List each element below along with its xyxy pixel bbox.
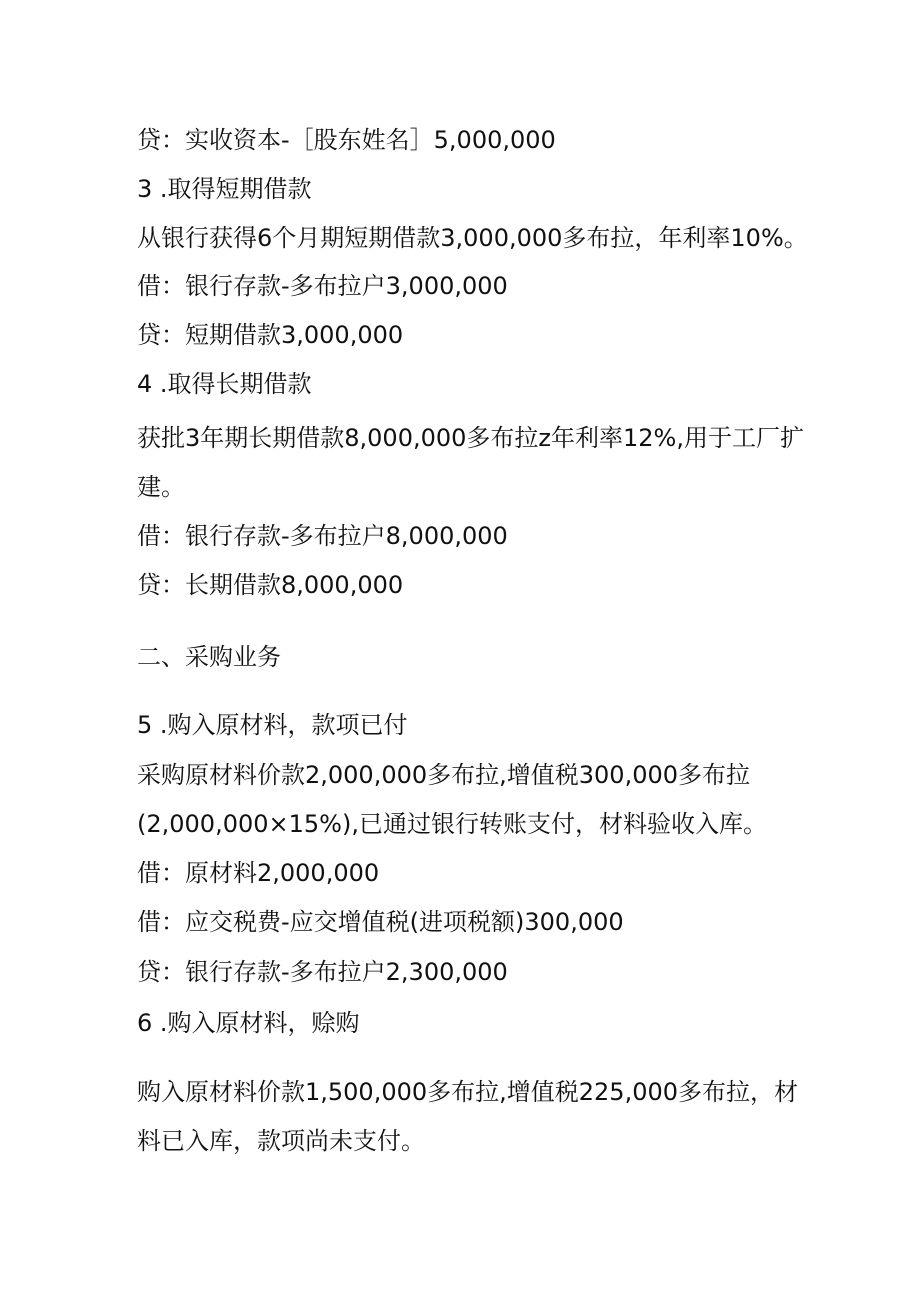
text-line: 获批3年期长期借款8,000,000多布拉z年利率12%,用于工厂扩 [137,424,804,452]
section-heading: 6 .购入原材料，赊购 [137,1009,360,1037]
text-line: 建。 [137,473,185,501]
section-heading: 5 .购入原材料，款项已付 [137,711,408,739]
text-line: (2,000,000×15%),已通过银行转账支付，材料验收入库。 [137,810,767,838]
text-line: 采购原材料价款2,000,000多布拉,增值税300,000多布拉 [137,761,751,789]
text-line: 借：应交税费-应交增值税(进项税额)300,000 [137,908,624,936]
text-line: 贷：实收资本-［股东姓名］5,000,000 [137,126,556,154]
text-line: 贷：长期借款8,000,000 [137,571,404,599]
text-line: 借：原材料2,000,000 [137,859,380,887]
text-line: 购入原材料价款1,500,000多布拉,增值税225,000多布拉，材 [137,1078,799,1106]
text-line: 贷：短期借款3,000,000 [137,321,404,349]
text-line: 贷：银行存款-多布拉户2,300,000 [137,958,508,986]
section-heading: 3 .取得短期借款 [137,175,312,203]
section-heading: 4 .取得长期借款 [137,370,312,398]
section-title: 二、采购业务 [137,643,281,671]
text-line: 借：银行存款-多布拉户8,000,000 [137,522,508,550]
text-line: 从银行获得6个月期短期借款3,000,000多布拉，年利率10%。 [137,224,808,252]
text-line: 料已入库，款项尚未支付。 [137,1127,425,1155]
text-line: 借：银行存款-多布拉户3,000,000 [137,272,508,300]
